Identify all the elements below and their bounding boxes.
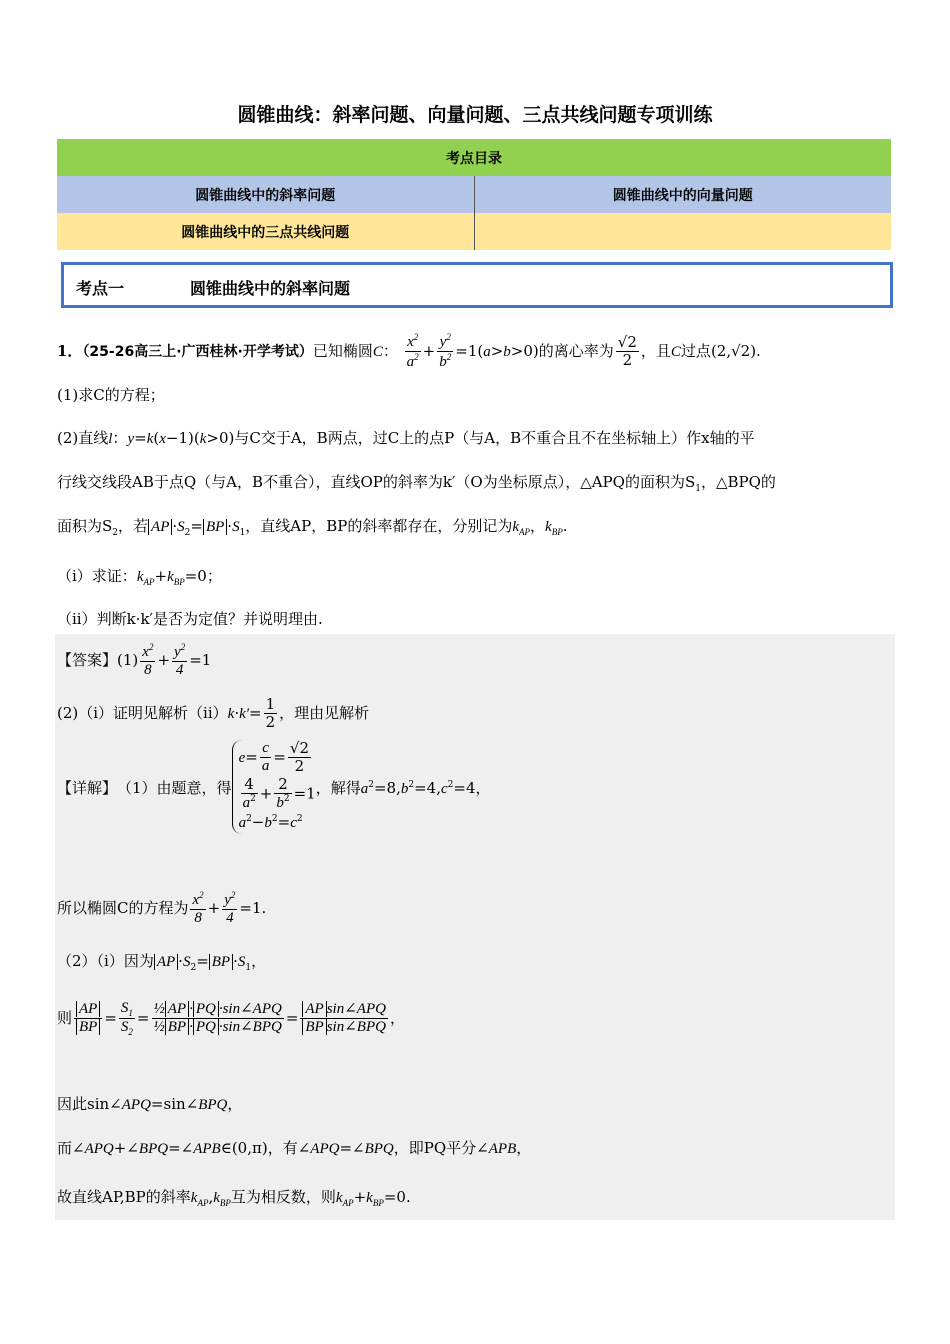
toc-empty-cell xyxy=(474,213,891,250)
answer-text: ，理由见解析 xyxy=(279,703,370,722)
math: $\frac{1}{2}$ xyxy=(265,695,276,732)
part2-text: 行线交线段AB于点Q（与A，B不重合），直线OP的斜率为k′（O为坐标原点），△APQ的面积为S xyxy=(57,473,696,491)
equation-system: e= $\frac{c}{a}$ = $\frac{√2}{2}$ $\frac{4}{a^2}$ + $\frac{2}{b^2}$ =1 $a^2-b^2=c^2$ xyxy=(232,740,316,834)
stem-text: 的离心率为 xyxy=(538,341,614,360)
ellipse-equation-line: 所以椭圆C的方程为 $\frac{x^2}{8}$ + $\frac{y^2}{4}$ =1. xyxy=(57,890,267,927)
answer-part-2: (2)（i）证明见解析（ii）k·k′= $\frac{1}{2}$ ，理由见解析 xyxy=(57,695,370,732)
problem-stem: 1．（25-26高三上·广西桂林·开学考试）已知椭圆C： $\frac{x^2}{a^2}$ + $\frac{y^2}{b^2}$ =1(a>b>0)的离心率为 $\frac{√2}{2}$ ，且C过点(2,√2). xyxy=(57,332,761,371)
answer-label: 【答案】 xyxy=(57,650,118,669)
sine-equality: 因此sin∠APQ=sin∠BPQ， xyxy=(57,1095,243,1113)
part-2-line-3: 面积为$S_2$，若 AP $\cdot S_2=$ BP $\cdot S_1$，直线AP，BP的斜率都存在，分别记为$k_{AP}$，$k_{BP}$. xyxy=(57,517,568,538)
problem-source: （25-26高三上·广西桂林·开学考试） xyxy=(82,343,313,360)
detail-text: 互为相反数，则 xyxy=(230,1188,336,1206)
math: $\frac{x^2}{a^2}$ xyxy=(406,332,419,371)
toc-item-vector[interactable]: 圆锥曲线中的向量问题 xyxy=(474,176,891,213)
math: C xyxy=(372,343,383,360)
angle-bisector-line: 而∠APQ+∠BPQ=∠APB∈(0,π)，有∠APQ=∠BPQ，即PQ平分∠APB， xyxy=(57,1139,532,1157)
part-1: (1)求C的方程； xyxy=(57,386,165,404)
stem-text: 过点 xyxy=(680,341,711,360)
part2-text: ，直线AP，BP的斜率都存在，分别记为 xyxy=(245,517,513,535)
problem-number: 1． xyxy=(57,341,83,360)
part2-text: ，若 xyxy=(118,517,149,535)
detail-text: （2）（i）因为 xyxy=(57,952,154,970)
toc-table xyxy=(57,139,891,250)
detail-text: 而 xyxy=(57,1139,73,1157)
section-title: 圆锥曲线中的斜率问题 xyxy=(190,279,351,298)
part2-text: 与C交于A，B两点，过C上的点P（与A，B不重合且不在坐标轴上）作x轴的平 xyxy=(234,429,755,447)
ratio-equation: 则 $\frac{AP}{BP}$ = $\frac{S_1}{S_2}$ = $\frac{\text{½ AP · PQ ·sin∠APQ}}{\text{½ BP · PQ ·sin∠BPQ}}$ = $\frac{\text{AP sin∠APQ}}{\text{BP sin∠BPQ}}$ ， xyxy=(57,1000,405,1038)
detail-text: ，解得 xyxy=(315,778,361,797)
detail-text: ，即PQ平分 xyxy=(393,1139,477,1157)
toc-header: 考点目录 xyxy=(57,139,891,176)
part-2-line-2: 行线交线段AB于点Q（与A，B不重合），直线OP的斜率为k′（O为坐标原点），△APQ的面积为$S_1$，△BPQ的 xyxy=(57,473,776,494)
math: $\frac{y^2}{4}$ xyxy=(224,890,236,927)
math: $\frac{y^2}{b^2}$ xyxy=(439,332,452,371)
detail-text: 所以椭圆C的方程为 xyxy=(57,898,189,917)
math: $\frac{√2}{2}$ xyxy=(617,333,637,370)
toc-item-collinear[interactable]: 圆锥曲线中的三点共线问题 xyxy=(57,213,474,250)
sub-i-text: （i）求证： xyxy=(57,567,137,585)
part2-text: (2)直线 xyxy=(57,429,109,447)
toc-item-slope[interactable]: 圆锥曲线中的斜率问题 xyxy=(57,176,474,213)
stem-text: 已知椭圆 xyxy=(312,341,373,360)
detail-text: （1）由题意，得 xyxy=(117,778,232,797)
section-heading xyxy=(61,262,893,308)
conclusion-line: 故直线AP,BP的斜率$k_{AP},k_{BP}$互为相反数，则$k_{AP}+k_{BP}=0$. xyxy=(57,1188,411,1208)
math: $\frac{x^2}{8}$ xyxy=(142,642,154,679)
detail-text: ，有 xyxy=(267,1139,298,1157)
page-title: 圆锥曲线：斜率问题、向量问题、三点共线问题专项训练 xyxy=(237,104,713,126)
stem-text: ，且 xyxy=(640,341,671,360)
part2-text: ，△BPQ的 xyxy=(700,473,776,491)
answer-line: 【答案】(1) $\frac{x^2}{8}$ + $\frac{y^2}{4}$ =1 xyxy=(57,642,212,679)
section-label: 考点一 xyxy=(76,279,125,298)
part2-text: 面积为S xyxy=(57,517,113,535)
math: $\frac{y^2}{4}$ xyxy=(174,642,186,679)
detail-label: 【详解】 xyxy=(57,778,118,797)
detail-text: 故直线AP,BP的斜率 xyxy=(57,1188,191,1206)
detail-text: 则 xyxy=(57,1008,73,1027)
answer-text: (2)（i）证明见解析（ii） xyxy=(57,703,228,722)
sub-question-i: （i）求证：$k_{AP}+k_{BP}=0$； xyxy=(57,567,222,587)
answer-text: (1) xyxy=(117,650,139,669)
detail-text: 因此 xyxy=(57,1095,88,1113)
math: $\frac{x^2}{8}$ xyxy=(192,890,204,927)
detail-part-2-i: （2）（i）因为 AP $\cdot S_2=$ BP $\cdot S_1$， xyxy=(57,952,267,973)
sub-question-ii: （ii）判断k·k′是否为定值？并说明理由. xyxy=(57,610,323,628)
detail-part-1: 【详解】（1）由题意，得 e= $\frac{c}{a}$ = $\frac{√2}{2}$ $\frac{4}{a^2}$ + $\frac{2}{b^2}$ =1 $a^2-b^2=c^2$ ，解得$a^2=8,b^2=4,c^2=4$， xyxy=(57,740,491,834)
part-2-line-1: (2)直线l：y=k(x−1)(k>0)与C交于A，B两点，过C上的点P（与A，B不重合且不在坐标轴上）作x轴的平 xyxy=(57,429,755,447)
